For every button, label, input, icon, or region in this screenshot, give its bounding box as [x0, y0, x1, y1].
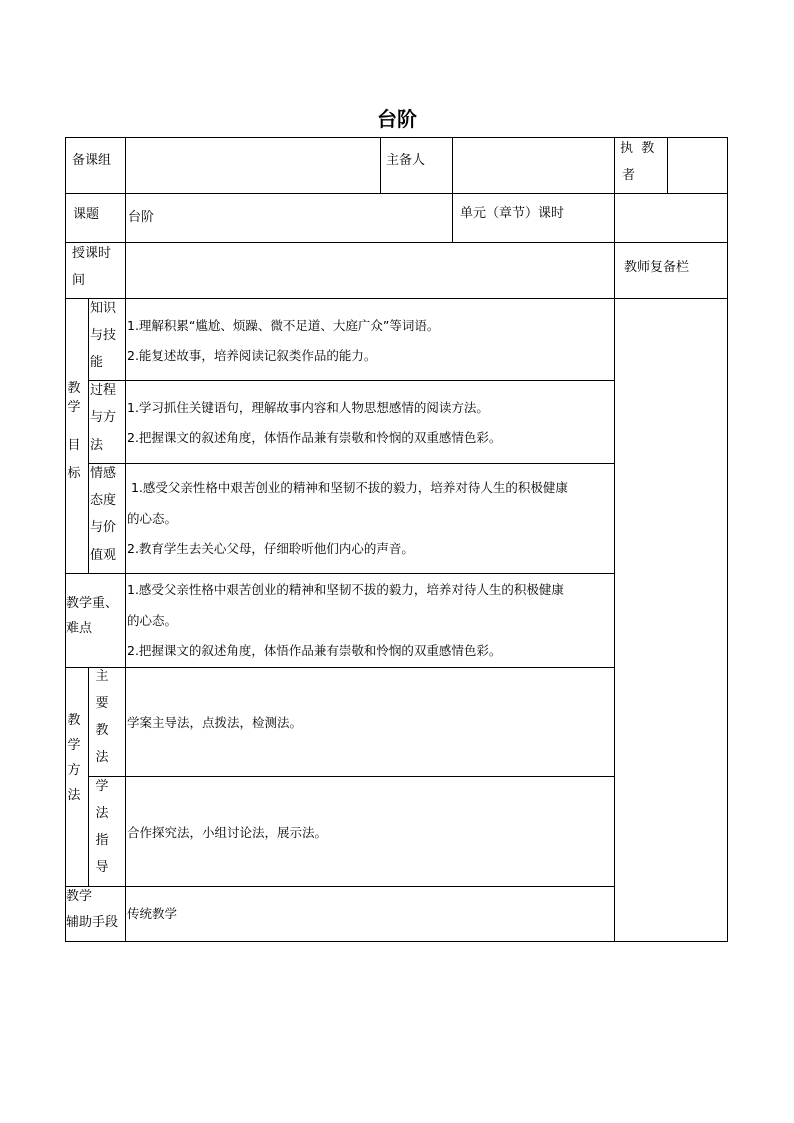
teaching-aids-value: 传统教学: [127, 906, 178, 921]
objectives-group-char: 学: [67, 400, 81, 415]
methods-group-char: 教: [67, 713, 81, 728]
prep-group-label: 备课组: [72, 153, 112, 168]
learning-guidance-label: 法: [95, 806, 109, 821]
emotion-label: 与价: [90, 520, 117, 535]
objectives-group-char: 目: [67, 438, 81, 453]
process-label: 法: [90, 438, 104, 453]
methods-group-char: 方: [67, 763, 81, 778]
methods-group-char: 学: [67, 738, 81, 753]
lesson-time-label: 授课时: [72, 246, 112, 261]
knowledge-label: 知识: [90, 301, 117, 316]
methods-group-char: 法: [67, 788, 81, 803]
emotion-label: 值观: [90, 548, 117, 563]
process-label: 过程: [90, 383, 117, 398]
teaching-method-value: 学案主导法，点拨法，检测法。: [127, 715, 303, 730]
learning-guidance-label: 指: [95, 833, 109, 848]
knowledge-line: 1.理解积累“尴尬、烦躁、微不足道、大庭广众”等词语。: [127, 318, 440, 333]
knowledge-label: 与技: [90, 328, 117, 343]
process-line: 2.把握课文的叙述角度，体悟作品兼有崇敬和怜悯的双重感情色彩。: [127, 430, 502, 445]
key-points-line: 2.把握课文的叙述角度，体悟作品兼有崇敬和怜悯的双重感情色彩。: [127, 643, 502, 658]
teaching-method-label: 法: [95, 750, 109, 765]
emotion-line: 的心态。: [127, 511, 178, 526]
teaching-method-label: 要: [95, 696, 109, 711]
teaching-method-label: 教: [95, 723, 109, 738]
knowledge-line: 2.能复述故事，培养阅读记叙类作品的能力。: [127, 348, 377, 363]
emotion-line: 1.感受父亲性格中艰苦创业的精神和坚韧不拔的毅力，培养对待人生的积极健康: [127, 480, 568, 495]
key-points-line: 的心态。: [127, 613, 178, 628]
review-column-label: 教师复备栏: [624, 260, 690, 275]
topic-label: 课题: [73, 207, 100, 222]
page-title: 台阶: [377, 107, 417, 131]
knowledge-label: 能: [90, 355, 104, 370]
key-points-label: 教学重、: [66, 596, 119, 611]
teacher-label: 执 教: [620, 141, 655, 156]
key-points-line: 1.感受父亲性格中艰苦创业的精神和坚韧不拔的毅力，培养对待人生的积极健康: [127, 582, 564, 597]
emotion-label: 态度: [90, 493, 117, 508]
key-points-label: 难点: [66, 621, 93, 636]
unit-label: 单元（章节）课时: [460, 206, 565, 221]
emotion-label: 情感: [90, 466, 117, 481]
teaching-aids-label: 教学: [66, 889, 93, 904]
objectives-group-char: 标: [67, 466, 81, 481]
learning-guidance-label: 导: [95, 860, 109, 875]
emotion-line: 2.教育学生去关心父母，仔细聆听他们内心的声音。: [127, 541, 414, 556]
teaching-method-label: 主: [95, 669, 109, 684]
learning-guidance-value: 合作探究法，小组讨论法，展示法。: [127, 825, 328, 840]
lead-preparer-label: 主备人: [386, 153, 426, 168]
process-line: 1.学习抓住关键语句，理解故事内容和人物思想感情的阅读方法。: [127, 400, 489, 415]
objectives-group-char: 教: [67, 381, 81, 396]
lesson-time-label-cont: 间: [72, 273, 86, 288]
teacher-label-cont: 者: [622, 168, 636, 183]
topic-value: 台阶: [128, 210, 155, 225]
teaching-aids-label: 辅助手段: [66, 915, 119, 930]
learning-guidance-label: 学: [95, 779, 109, 794]
process-label: 与方: [90, 410, 117, 425]
